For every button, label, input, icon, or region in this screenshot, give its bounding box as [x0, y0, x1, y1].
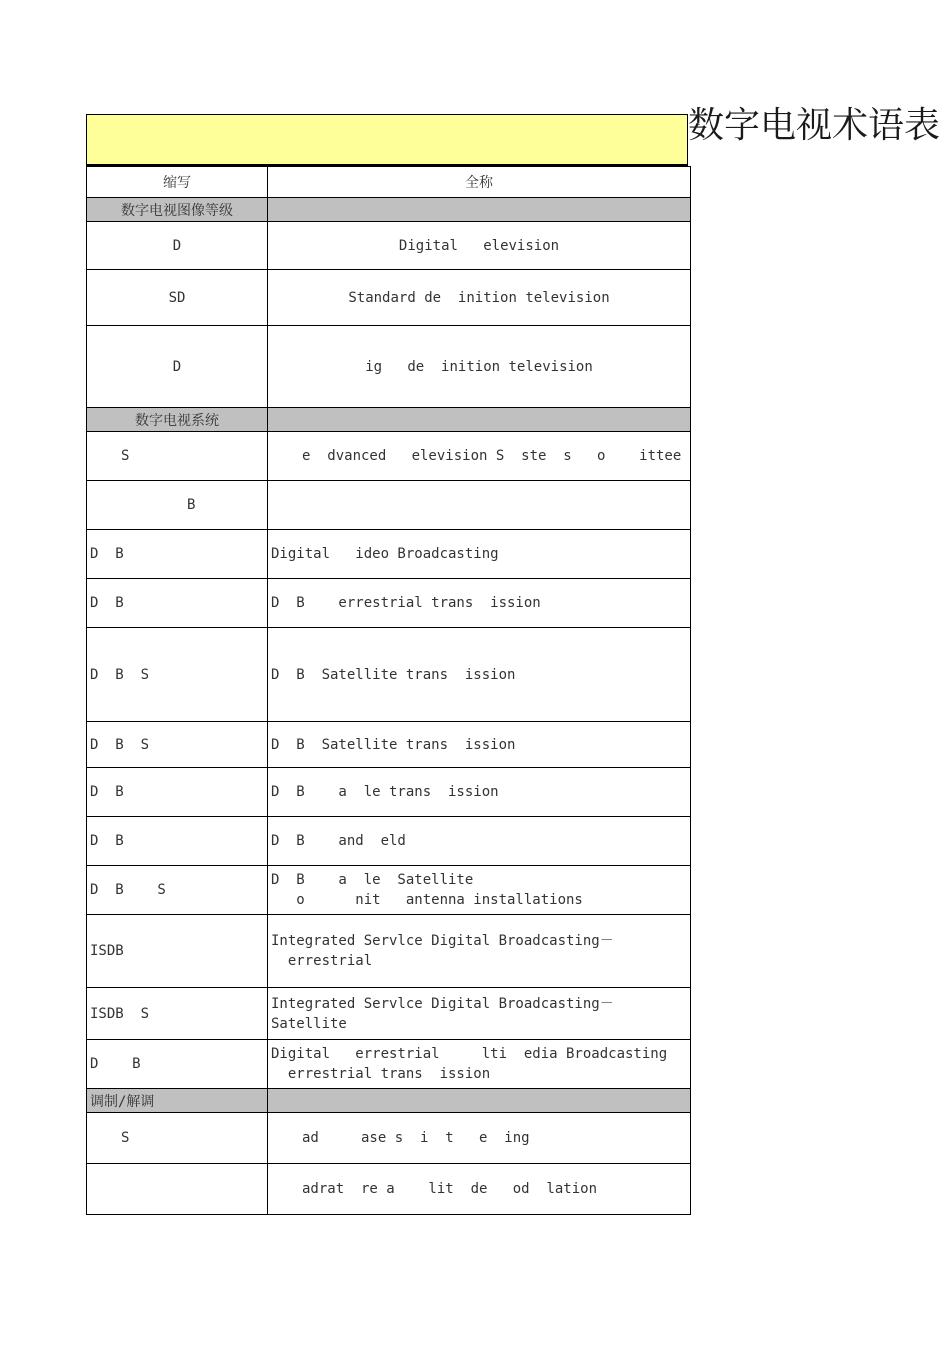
full-cell: D B a le trans ission	[268, 768, 691, 817]
table-row	[87, 579, 691, 628]
abbr-cell	[87, 1164, 268, 1215]
section-empty	[268, 1089, 691, 1113]
glossary-table	[86, 166, 691, 1215]
table-row	[87, 326, 691, 408]
full-cell: D B Satellite trans ission	[268, 628, 691, 722]
table-row	[87, 1040, 691, 1089]
full-cell: D B Satellite trans ission	[268, 722, 691, 768]
table-row	[87, 722, 691, 768]
abbr-cell: D B	[87, 1040, 268, 1089]
table-row	[87, 1113, 691, 1164]
abbr-cell: D B	[87, 579, 268, 628]
table-row	[87, 530, 691, 579]
full-cell: D B errestrial trans ission	[268, 579, 691, 628]
abbr-cell: SD	[87, 270, 268, 326]
abbr-cell: D B S	[87, 628, 268, 722]
table-row	[87, 481, 691, 530]
page-title: 数字电视术语表	[688, 105, 941, 146]
full-cell: Standard de inition television	[268, 270, 691, 326]
full-cell: D B and eld	[268, 817, 691, 866]
full-cell: Digital ideo Broadcasting	[268, 530, 691, 579]
table-row	[87, 628, 691, 722]
full-cell: Digital elevision	[268, 222, 691, 270]
abbr-cell: D B S	[87, 866, 268, 915]
section-row	[87, 198, 691, 222]
header-full: 全称	[268, 167, 691, 198]
abbr-cell: B	[87, 481, 268, 530]
full-cell: Integrated Servlce Digital Broadcasting－ Satellite	[268, 988, 691, 1040]
abbr-cell: D	[87, 222, 268, 270]
section-label: 数字电视系统	[87, 408, 268, 432]
abbr-cell: ISDB	[87, 915, 268, 988]
abbr-cell: D B S	[87, 722, 268, 768]
table-row	[87, 915, 691, 988]
table-row	[87, 988, 691, 1040]
full-cell: e dvanced elevision S ste s o ittee	[268, 432, 691, 481]
table-row	[87, 866, 691, 915]
section-empty	[268, 408, 691, 432]
abbr-cell: S	[87, 1113, 268, 1164]
abbr-cell: D B	[87, 768, 268, 817]
section-label: 调制/解调	[87, 1089, 268, 1113]
table-row	[87, 817, 691, 866]
full-cell: adrat re a lit de od lation	[268, 1164, 691, 1215]
abbr-cell: D B	[87, 817, 268, 866]
full-cell: ad ase s i t e ing	[268, 1113, 691, 1164]
abbr-cell: D	[87, 326, 268, 408]
full-cell: Digital errestrial lti edia Broadcasting errestrial trans ission	[268, 1040, 691, 1089]
full-cell: Integrated Servlce Digital Broadcasting－ errestrial	[268, 915, 691, 988]
table-row	[87, 768, 691, 817]
full-cell: D B a le Satellite o nit antenna installations	[268, 866, 691, 915]
abbr-cell: S	[87, 432, 268, 481]
full-cell: ig de inition television	[268, 326, 691, 408]
full-cell	[268, 481, 691, 530]
section-label: 数字电视图像等级	[87, 198, 268, 222]
abbr-cell: D B	[87, 530, 268, 579]
section-row	[87, 1089, 691, 1113]
abbr-cell: ISDB S	[87, 988, 268, 1040]
table-row	[87, 270, 691, 326]
section-empty	[268, 198, 691, 222]
header-row	[87, 167, 691, 198]
section-row	[87, 408, 691, 432]
header-abbr: 缩写	[87, 167, 268, 198]
title-band	[86, 114, 688, 166]
table-row	[87, 1164, 691, 1215]
table-row	[87, 222, 691, 270]
table-row	[87, 432, 691, 481]
